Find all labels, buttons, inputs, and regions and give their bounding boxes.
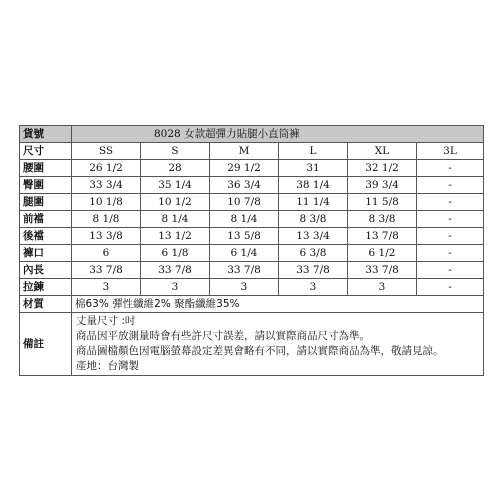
- material-value: 棉63% 彈性纖維2% 聚酯纖維35%: [72, 296, 484, 313]
- note-line: 商品圖檔顏色因電腦螢幕設定差異會略有不同，請以實際商品為準，敬請見諒。: [76, 345, 444, 357]
- measurement-label: 臀圍: [20, 177, 72, 194]
- material-row: [20, 296, 484, 313]
- size-heading: S: [141, 143, 210, 160]
- product-code: 8028: [154, 127, 181, 140]
- measurement-value: 6: [72, 245, 141, 262]
- measurement-value: 8 1/8: [72, 211, 141, 228]
- measurement-value: 3: [72, 279, 141, 296]
- measurement-value: 6 3/8: [279, 245, 348, 262]
- product-code-label: 貨號: [20, 126, 72, 143]
- measurement-row: [20, 160, 484, 177]
- measurement-value: 8 1/4: [210, 211, 279, 228]
- size-table: [19, 125, 484, 376]
- note-line: 產地：台灣製: [76, 360, 139, 372]
- measurement-value: -: [417, 177, 484, 194]
- measurement-value: 38 1/4: [279, 177, 348, 194]
- measurement-value: 36 3/4: [210, 177, 279, 194]
- notes-content: [72, 313, 484, 376]
- measurement-value: 13 3/4: [279, 228, 348, 245]
- size-heading: SS: [72, 143, 141, 160]
- measurement-value: -: [417, 228, 484, 245]
- measurement-value: -: [417, 279, 484, 296]
- measurement-value: 10 7/8: [210, 194, 279, 211]
- measurement-value: 13 7/8: [348, 228, 417, 245]
- measurement-value: 3: [348, 279, 417, 296]
- measurement-value: 6 1/8: [141, 245, 210, 262]
- size-header-row: [20, 143, 484, 160]
- measurement-value: 3: [279, 279, 348, 296]
- measurement-value: 6 1/4: [210, 245, 279, 262]
- measurement-row: [20, 177, 484, 194]
- product-title: [72, 126, 484, 143]
- measurement-value: -: [417, 262, 484, 279]
- measurement-value: 8 3/8: [279, 211, 348, 228]
- measurement-value: -: [417, 245, 484, 262]
- measurement-row: [20, 194, 484, 211]
- measurement-row: [20, 228, 484, 245]
- measurement-label: 內長: [20, 262, 72, 279]
- size-heading: 3L: [417, 143, 484, 160]
- measurement-value: 33 7/8: [72, 262, 141, 279]
- measurement-row: [20, 262, 484, 279]
- measurement-value: 39 3/4: [348, 177, 417, 194]
- measurement-value: 29 1/2: [210, 160, 279, 177]
- measurement-label: 腰圍: [20, 160, 72, 177]
- size-heading: M: [210, 143, 279, 160]
- measurement-value: 35 1/4: [141, 177, 210, 194]
- size-label: 尺寸: [20, 143, 72, 160]
- product-header-row: [20, 126, 484, 143]
- measurement-value: 13 1/2: [141, 228, 210, 245]
- measurement-row: [20, 211, 484, 228]
- measurement-value: 26 1/2: [72, 160, 141, 177]
- measurement-value: 33 3/4: [72, 177, 141, 194]
- measurement-value: 33 7/8: [279, 262, 348, 279]
- measurement-value: 3: [210, 279, 279, 296]
- measurement-row: [20, 279, 484, 296]
- notes-row: [20, 313, 484, 376]
- measurement-label: 拉鍊: [20, 279, 72, 296]
- measurement-value: 8 3/8: [348, 211, 417, 228]
- size-heading: XL: [348, 143, 417, 160]
- measurement-value: -: [417, 211, 484, 228]
- note-line: 丈量尺寸 :吋: [76, 315, 136, 327]
- measurement-value: 32 1/2: [348, 160, 417, 177]
- note-line: 商品因平放測量時會有些許尺寸誤差，請以實際商品尺寸為準。: [76, 330, 370, 342]
- measurement-value: 11 1/4: [279, 194, 348, 211]
- notes-label: 備註: [20, 313, 72, 376]
- measurement-value: -: [417, 194, 484, 211]
- measurement-label: 後襠: [20, 228, 72, 245]
- measurement-value: 10 1/2: [141, 194, 210, 211]
- measurement-row: [20, 245, 484, 262]
- measurement-value: 31: [279, 160, 348, 177]
- measurement-label: 前襠: [20, 211, 72, 228]
- measurement-value: 13 5/8: [210, 228, 279, 245]
- measurement-value: 10 1/8: [72, 194, 141, 211]
- product-name: 女款超彈力貼腿小直筒褲: [184, 127, 300, 140]
- measurement-value: 11 5/8: [348, 194, 417, 211]
- size-chart: [19, 125, 483, 376]
- measurement-value: 33 7/8: [348, 262, 417, 279]
- measurement-value: 3: [141, 279, 210, 296]
- measurement-value: 33 7/8: [210, 262, 279, 279]
- measurement-value: -: [417, 160, 484, 177]
- measurement-value: 13 3/8: [72, 228, 141, 245]
- measurement-label: 腿圍: [20, 194, 72, 211]
- measurement-label: 褲口: [20, 245, 72, 262]
- size-heading: L: [279, 143, 348, 160]
- measurement-value: 8 1/4: [141, 211, 210, 228]
- measurement-value: 28: [141, 160, 210, 177]
- measurement-value: 6 1/2: [348, 245, 417, 262]
- material-label: 材質: [20, 296, 72, 313]
- measurement-value: 33 7/8: [141, 262, 210, 279]
